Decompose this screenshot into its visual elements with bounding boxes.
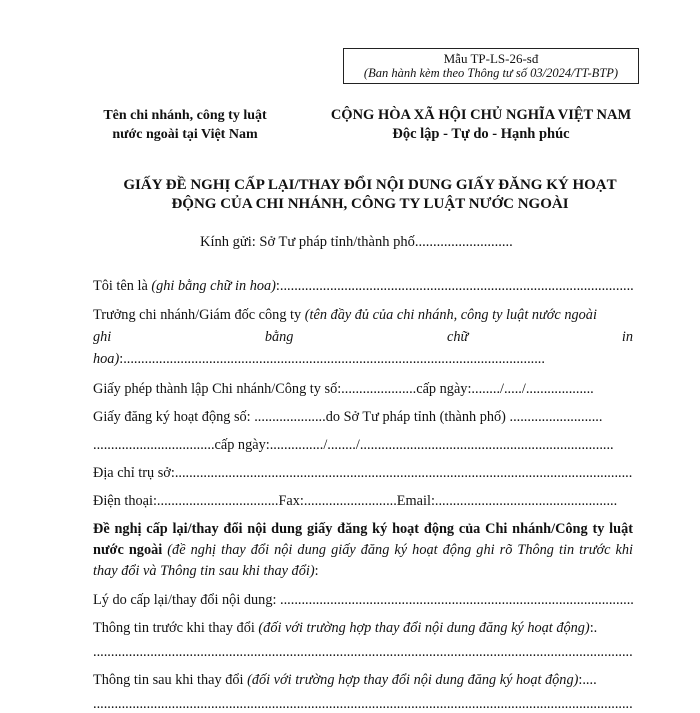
before-label: Thông tin trước khi thay đổi xyxy=(93,620,259,636)
name-field: Tôi tên là (ghi bằng chữ in hoa): ..... xyxy=(93,277,633,295)
national-header xyxy=(300,106,662,144)
contact-field: Điện thoại:..................................Fax:..........................Email:................................................... xyxy=(93,493,618,509)
request-text: Đề nghị cấp lại/thay đổi nội dung giấy đăng ký hoạt động của Chi nhánh/Công ty luật nước ngoài xyxy=(93,521,633,558)
head-hint-a: (tên đầy đủ của chi nhánh, công ty luật nước ngoài xyxy=(304,307,597,323)
title-line-2: ĐỘNG CỦA CHI NHÁNH, CÔNG TY LUẬT NƯỚC NGOÀI xyxy=(171,196,569,212)
reason-field xyxy=(93,591,633,609)
reason-label: Lý do cấp lại/thay đổi nội dung: xyxy=(93,592,281,608)
request-hint: (đề nghị thay đổi nội dung giấy đăng ký hoạt động ghi rõ Thông tin trước khi thay đổi và Thông tin sau khi thay đổi) xyxy=(93,542,633,579)
after-change-dots xyxy=(93,695,633,713)
before-change-field: Thông tin trước khi thay đổi (đối với trường hợp thay đổi nội dung đăng ký hoạt động):. xyxy=(93,620,598,636)
form-issuance-note: (Ban hành kèm theo Thông tư số 03/2024/TT-BTP) xyxy=(363,66,619,80)
document-title xyxy=(60,176,680,214)
head-field: Trưởng chi nhánh/Giám đốc công ty (tên đầy đủ của chi nhánh, công ty luật nước ngoài ghi bằng chữ in hoa):...................................................................................................................... xyxy=(93,307,633,367)
after-label: Thông tin sau khi thay đổi xyxy=(93,672,248,688)
head-hint-b: ghi bằng chữ in hoa) xyxy=(93,329,633,367)
registration-field: Giấy đăng ký hoạt động số: ....................do Sở Tư pháp tỉnh (thành phố) .......................... xyxy=(93,409,603,425)
before-change-dots xyxy=(93,643,633,661)
before-hint: (đối với trường hợp thay đổi nội dung đăng ký hoạt động) xyxy=(258,620,590,636)
address-field xyxy=(93,464,633,482)
title-line-1: GIẤY ĐỀ NGHỊ CẤP LẠI/THAY ĐỔI NỘI DUNG GIẤY ĐĂNG KÝ HOẠT xyxy=(123,177,617,193)
after-change-field: Thông tin sau khi thay đổi (đối với trường hợp thay đổi nội dung đăng ký hoạt động):.... xyxy=(93,672,597,688)
address-label: Địa chỉ trụ sở: xyxy=(93,465,175,481)
organization-line-1: Tên chi nhánh, công ty luật xyxy=(103,108,267,123)
national-motto: Độc lập - Tự do - Hạnh phúc xyxy=(392,126,570,142)
license-field: Giấy phép thành lập Chi nhánh/Công ty số:.....................cấp ngày:......../...../................... xyxy=(93,381,594,397)
organization-name-block xyxy=(85,106,285,144)
form-code: Mẫu TP-LS-26-sđ xyxy=(443,51,539,66)
organization-line-2: nước ngoài tại Việt Nam xyxy=(112,127,258,142)
name-hint: (ghi bằng chữ in hoa) xyxy=(151,278,276,294)
after-hint: (đối với trường hợp thay đổi nội dung đăng ký hoạt động) xyxy=(247,672,579,688)
name-fill-dots xyxy=(280,278,633,294)
head-label: Trưởng chi nhánh/Giám đốc công ty xyxy=(93,307,305,323)
reason-fill-dots xyxy=(280,592,633,608)
form-code-box xyxy=(343,48,639,84)
name-label: Tôi tên là xyxy=(93,278,152,294)
request-paragraph: Đề nghị cấp lại/thay đổi nội dung giấy đăng ký hoạt động của Chi nhánh/Công ty luật nước ngoài (đề nghị thay đổi nội dung giấy đăng ký hoạt động ghi rõ Thông tin trước khi thay đổi và Thông tin sau khi thay đổi): xyxy=(93,521,633,579)
salutation: Kính gửi: Sở Tư pháp tỉnh/thành phố........................... xyxy=(200,234,513,250)
address-fill-dots xyxy=(175,465,633,481)
country-name: CỘNG HÒA XÃ HỘI CHỦ NGHĨA VIỆT NAM xyxy=(330,107,632,123)
form-body xyxy=(93,277,633,713)
registration-date-field: ..................................cấp ngày:.............../......../....................................................................... xyxy=(93,437,614,453)
